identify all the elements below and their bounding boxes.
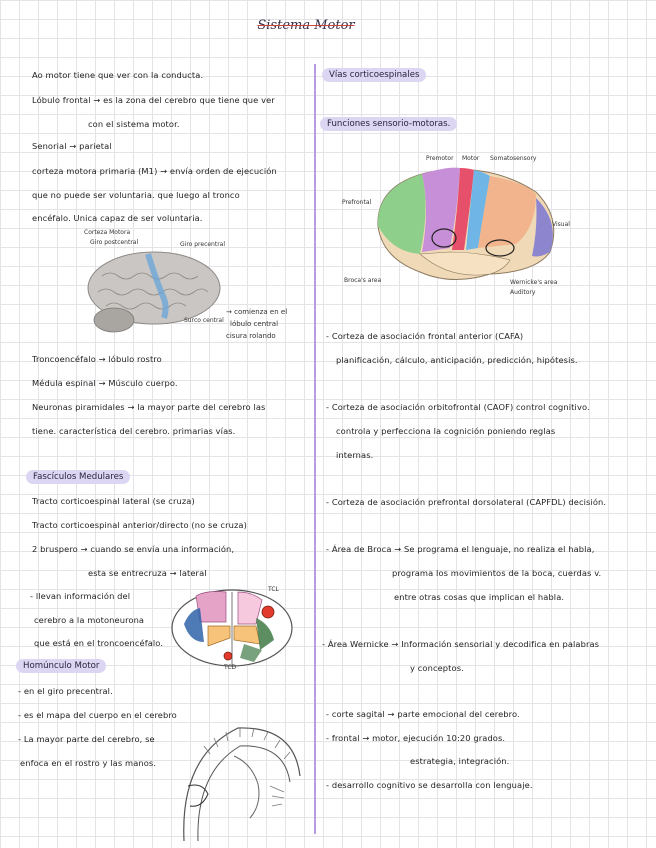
note-line: planificación, cálculo, anticipación, predicción, hipótesis. [336,355,578,365]
note-line: - en el giro precentral. [18,686,113,696]
note-line: - corte sagital → parte emocional del cerebro. [326,709,520,719]
precentral-label: Giro precentral [180,241,226,248]
brain-note: cisura rolando [226,332,276,340]
note-line: - frontal → motor, ejecución 10:20 grados. [326,733,506,743]
note-line: programa los movimientos de la boca, cuerdas v. [392,568,602,578]
note-line: con el sistema motor. [88,119,180,129]
postcentral-label: Giro postcentral [90,239,139,246]
wernicke-label: Wernicke's area [510,279,558,286]
note-line: - La mayor parte del cerebro, se [18,734,155,744]
funciones-heading: Funciones sensorio-motoras. [320,117,457,131]
note-line: estrategia, integración. [410,756,510,766]
note-line: cerebro a la motoneurona [34,615,145,625]
note-line: - Corteza de asociación prefrontal dorsolateral (CAPFDL) decisión. [326,497,607,507]
note-line: entre otras cosas que implican el habla. [394,592,565,602]
note-line: tiene. característica del cerebro. primarias vías. [32,426,236,436]
note-line: Neuronas piramidales → la mayor parte del cerebro las [32,402,266,412]
vias-heading: Vías corticoespinales [322,68,426,82]
note-line: Senorial → parietal [32,141,112,151]
note-line: Médula espinal → Músculo cuerpo. [32,378,178,388]
note-line: Ao motor tiene que ver con la conducta. [32,70,204,80]
brain-note: → comienza en el [226,308,288,316]
homunculo-heading: Homúnculo Motor [16,659,106,673]
spinal-cord-figure [168,582,296,670]
note-line: Tracto corticoespinal anterior/directo (no se cruza) [32,520,247,530]
motor-label: Motor [462,155,480,162]
note-line: esta se entrecruza → lateral [88,568,207,578]
note-line: - desarrollo cognitivo se desarrolla con lenguaje. [326,780,533,790]
fasciculos-heading: Fascículos Medulares [26,470,130,484]
premotor-label: Premotor [426,155,454,162]
note-line: que no puede ser voluntaria. que luego al tronco [32,190,240,200]
functional-brain-figure [340,148,580,298]
visual-label: Visual [552,221,570,228]
note-line: - llevan información del [30,591,131,601]
somatosensory-label: Somatosensory [490,155,537,162]
tcd-label: TCD [224,664,237,671]
prefrontal-label: Prefrontal [342,199,372,206]
note-line: - es el mapa del cuerpo en el cerebro [18,710,177,720]
note-line: controla y perfecciona la cognición poniendo reglas [336,426,556,436]
note-line: 2 bruspero → cuando se envía una información, [32,544,235,554]
note-line: - Corteza de asociación orbitofrontal (CAOF) control cognitivo. [326,402,590,412]
column-divider [314,64,316,834]
note-line: Lóbulo frontal → es la zona del cerebro que tiene que ver [32,95,275,105]
note-line: Troncoencéfalo → lóbulo rostro [32,354,162,364]
note-line: - Área Wernicke → Información sensorial y decodifica en palabras [322,639,600,649]
note-line: internas. [336,450,374,460]
note-line: y conceptos. [410,663,464,673]
homunculus-figure [174,716,302,844]
motor-cortex-figure [82,226,232,341]
tcl-label: TCL [268,586,279,593]
note-line: - Área de Broca → Se programa el lenguaje, no realiza el habla, [326,544,595,554]
note-line: encéfalo. Unica capaz de ser voluntaria. [32,213,203,223]
note-line: - Corteza de asociación frontal anterior (CAFA) [326,331,524,341]
page-title: Sistema Motor [257,18,355,33]
note-line: enfoca en el rostro y las manos. [20,758,157,768]
brain-header-label: Corteza Motora [84,229,131,236]
note-line: Tracto corticoespinal lateral (se cruza) [32,496,195,506]
auditory-label: Auditory [510,289,536,296]
broca-label: Broca's area [344,277,382,284]
note-line: que está en el troncoencéfalo. [34,638,164,648]
brain-note: lóbulo central [230,320,279,328]
note-line: corteza motora primaria (M1) → envía orden de ejecución [32,166,277,176]
central-sulcus-label: Surco central [184,317,224,324]
